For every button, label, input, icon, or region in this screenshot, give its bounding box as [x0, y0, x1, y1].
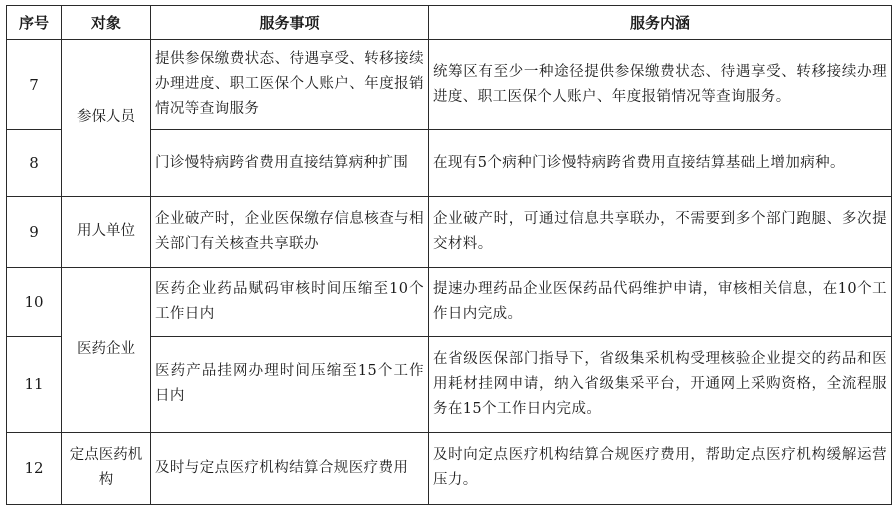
row-content: 统筹区有至少一种途径提供参保缴费状态、待遇享受、转移接续办理进度、职工医保个人账户、年度报销情况等查询服务。: [429, 40, 892, 130]
header-content: 服务内涵: [429, 6, 892, 40]
row-seq: 12: [7, 432, 62, 504]
object-pharma: 医药企业: [62, 267, 151, 432]
row-content: 提速办理药品企业医保药品代码维护申请，审核相关信息，在10个工作日内完成。: [429, 267, 892, 336]
row-item: 医药产品挂网办理时间压缩至15个工作日内: [151, 337, 429, 432]
row-seq: 7: [7, 40, 62, 130]
header-object: 对象: [62, 6, 151, 40]
row-seq: 9: [7, 196, 62, 267]
row-item: 企业破产时，企业医保缴存信息核查与相关部门有关核查共享联办: [151, 196, 429, 267]
row-item: 医药企业药品赋码审核时间压缩至10个工作日内: [151, 267, 429, 336]
table-row: [7, 40, 892, 130]
table-row: [7, 267, 892, 336]
row-item: 提供参保缴费状态、待遇享受、转移接续办理进度、职工医保个人账户、年度报销情况等查询服务: [151, 40, 429, 130]
row-content: 在省级医保部门指导下，省级集采机构受理核验企业提交的药品和医用耗材挂网申请，纳入省级集采平台，开通网上采购资格，全流程服务在15个工作日内完成。: [429, 337, 892, 432]
table-row: [7, 432, 892, 504]
row-item: 门诊慢特病跨省费用直接结算病种扩围: [151, 130, 429, 196]
table-row: [7, 196, 892, 267]
row-seq: 8: [7, 130, 62, 196]
row-item: 及时与定点医疗机构结算合规医疗费用: [151, 432, 429, 504]
object-employer: 用人单位: [62, 196, 151, 267]
row-seq: 10: [7, 267, 62, 336]
object-insured: 参保人员: [62, 40, 151, 197]
header-seq: 序号: [7, 6, 62, 40]
header-row: [7, 6, 892, 40]
row-content: 及时向定点医疗机构结算合规医疗费用，帮助定点医疗机构缓解运营压力。: [429, 432, 892, 504]
service-table: [6, 5, 892, 505]
row-seq: 11: [7, 337, 62, 432]
header-item: 服务事项: [151, 6, 429, 40]
row-content: 企业破产时，可通过信息共享联办，不需要到多个部门跑腿、多次提交材料。: [429, 196, 892, 267]
object-designated: 定点医药机构: [62, 432, 151, 504]
row-content: 在现有5个病种门诊慢特病跨省费用直接结算基础上增加病种。: [429, 130, 892, 196]
